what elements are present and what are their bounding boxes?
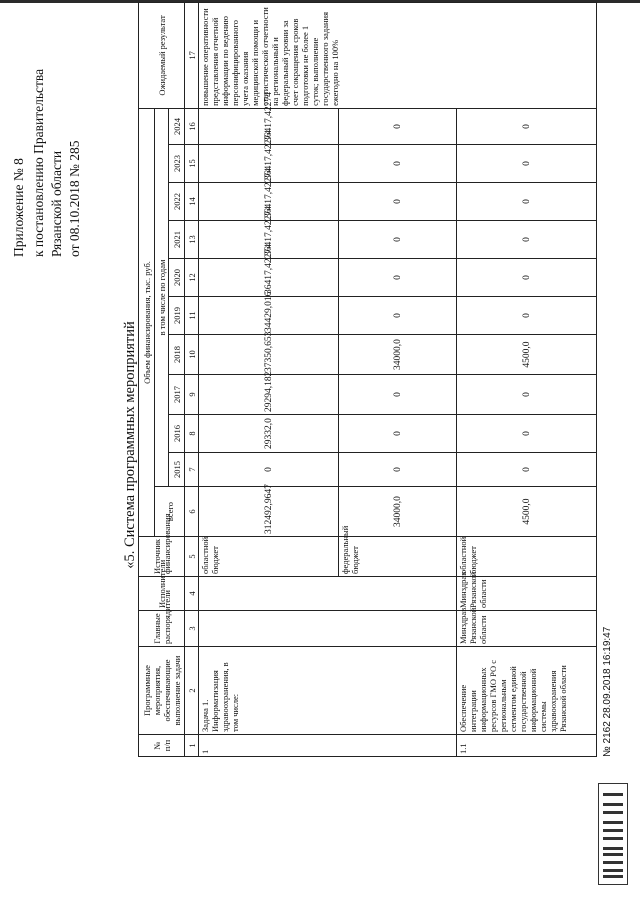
year-header: 2021 <box>169 221 185 259</box>
col-header-managers: Главные распорядители <box>139 611 185 647</box>
year-header: 2015 <box>169 453 185 487</box>
year-header: 2019 <box>169 297 185 335</box>
year-header: 2024 <box>169 108 185 144</box>
col-header-by-years: в том числе по годам <box>155 108 169 486</box>
year-value: 36417,42274 <box>199 221 339 259</box>
expected-result: повышение оперативности представления отчетной информации по ведению персонифицированного учета оказания медицинской помощи и статистической отчетности на региональный и федеральный уровни за счет сокращения сроков подготовки не более 1 суток; выполнение государственного задания ежегодно на 100% <box>199 2 597 108</box>
col-number: 1 <box>185 735 199 757</box>
col-header-result: Ожидаемый результат <box>139 2 185 108</box>
year-value: 0 <box>339 183 457 221</box>
finance-source: областной бюджет <box>457 537 597 577</box>
col-number: 11 <box>185 297 199 335</box>
col-number: 4 <box>185 577 199 611</box>
table-row <box>457 2 597 756</box>
year-header: 2017 <box>169 375 185 415</box>
col-header-sources: Источник финансирования <box>139 537 185 577</box>
region-line: Рязанской области <box>49 150 64 257</box>
col-number: 14 <box>185 183 199 221</box>
year-value: 29294,182 <box>199 375 339 415</box>
col-number: 5 <box>185 537 199 577</box>
col-number: 2 <box>185 647 199 735</box>
year-header: 2020 <box>169 259 185 297</box>
finance-source: областной бюджет <box>199 537 339 577</box>
program-table <box>138 2 597 757</box>
year-value: 0 <box>457 415 597 453</box>
col-number: 8 <box>185 415 199 453</box>
empty-cell <box>199 577 457 611</box>
col-number: 17 <box>185 2 199 108</box>
finance-source: федеральный бюджет <box>339 537 457 577</box>
row-number: 1.1 <box>457 735 597 757</box>
year-value: 4500,0 <box>457 335 597 375</box>
year-value: 0 <box>339 415 457 453</box>
col-header-measures: Программные мероприятия, обеспечивающие выполнение задачи <box>139 647 185 735</box>
document-registration-stamp: № 2162 28.09.2018 16:19:47 <box>602 626 613 757</box>
total-value: 4500,0 <box>457 487 597 537</box>
executor: Минздрав Рязанской области <box>457 577 597 611</box>
year-value: 0 <box>339 375 457 415</box>
year-value: 36417,42274 <box>199 183 339 221</box>
empty-cell <box>199 611 457 647</box>
year-value: 0 <box>457 221 597 259</box>
section-title: «5. Система программных мероприятий <box>122 321 138 569</box>
col-number: 7 <box>185 453 199 487</box>
year-value: 37350,653 <box>199 335 339 375</box>
barcode-stamp <box>598 783 628 885</box>
year-value: 0 <box>199 453 339 487</box>
col-number: 10 <box>185 335 199 375</box>
col-number: 15 <box>185 145 199 183</box>
year-value: 29332,0 <box>199 415 339 453</box>
col-header-volume: Объем финансирования, тыс. руб. <box>139 108 155 536</box>
year-value: 0 <box>339 453 457 487</box>
col-number: 6 <box>185 487 199 537</box>
col-number: 9 <box>185 375 199 415</box>
col-number: 12 <box>185 259 199 297</box>
year-value: 36417,42274 <box>199 108 339 144</box>
year-value: 34429,016 <box>199 297 339 335</box>
year-header: 2018 <box>169 335 185 375</box>
col-header-executors: Исполнители <box>139 577 185 611</box>
year-value: 0 <box>457 297 597 335</box>
year-value: 0 <box>457 108 597 144</box>
table-row <box>199 2 339 756</box>
year-header: 2022 <box>169 183 185 221</box>
year-value: 0 <box>339 145 457 183</box>
year-value: 36417,42274 <box>199 259 339 297</box>
appendix-number: Приложение № 8 <box>11 158 26 257</box>
col-header-total: всего <box>155 487 185 537</box>
year-value: 0 <box>457 259 597 297</box>
year-header: 2016 <box>169 415 185 453</box>
decree-line: к постановлению Правительства <box>31 68 46 257</box>
year-value: 0 <box>339 259 457 297</box>
row-number: 1 <box>199 735 457 757</box>
year-value: 36417,42274 <box>199 145 339 183</box>
year-value: 0 <box>339 108 457 144</box>
year-value: 0 <box>339 221 457 259</box>
col-number: 13 <box>185 221 199 259</box>
total-value: 312492,9647 <box>199 487 339 537</box>
col-number: 3 <box>185 611 199 647</box>
measure-name: Задача 1. Информатизация здравоохранения, в том числе: <box>199 647 457 735</box>
main-manager: Минздрав Рязанской области <box>457 611 597 647</box>
measure-name: Обеспечение интеграции информационных ресурсов ГМО РО с региональным сегментом единой государственной информационной системы здравоохранения Рязанской области <box>457 647 597 735</box>
year-value: 0 <box>457 375 597 415</box>
year-value: 0 <box>339 297 457 335</box>
year-value: 0 <box>457 145 597 183</box>
year-value: 0 <box>457 453 597 487</box>
year-value: 0 <box>457 183 597 221</box>
year-header: 2023 <box>169 145 185 183</box>
col-number: 16 <box>185 108 199 144</box>
year-value: 34000,0 <box>339 335 457 375</box>
total-value: 34000,0 <box>339 487 457 537</box>
decree-date: от 08.10.2018 № 285 <box>67 140 82 257</box>
col-header-num: № п/п <box>139 735 185 757</box>
